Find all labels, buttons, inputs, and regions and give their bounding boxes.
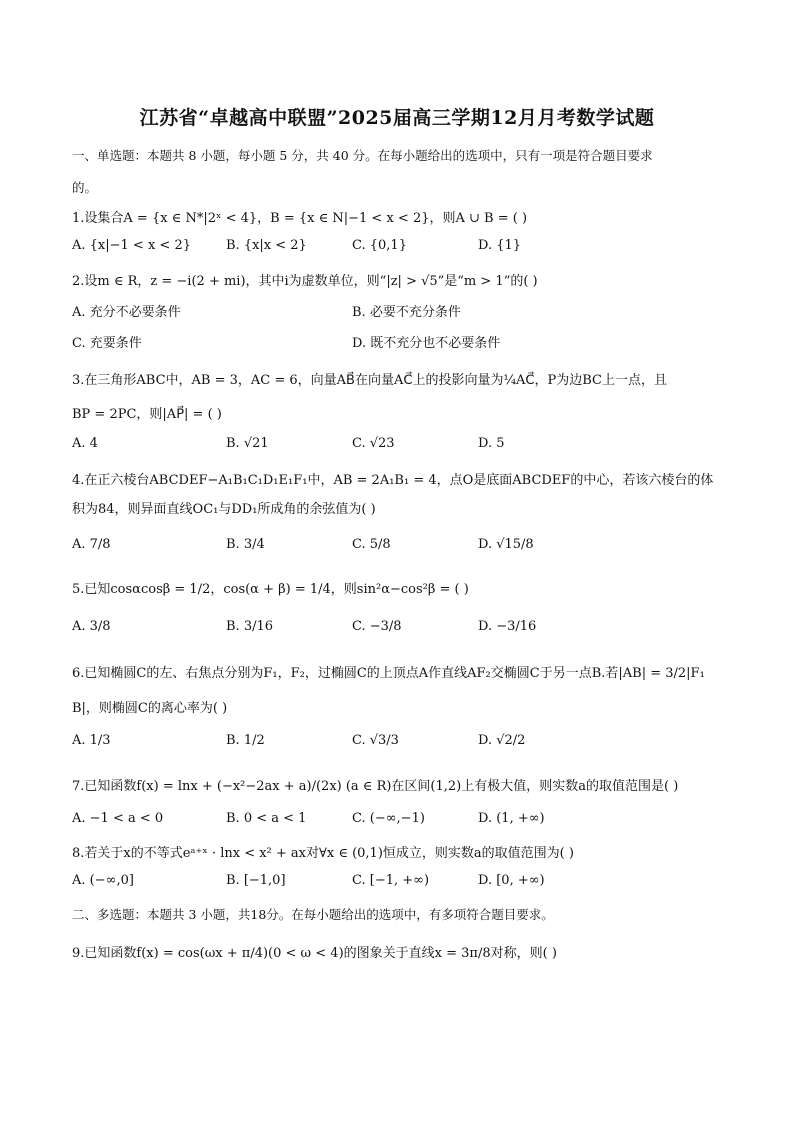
q7-options [0,811,794,831]
q5-stem: 5.已知cosαcosβ = 1/2，cos(α + β) = 1/4，则sin²α−cos²β = ( ) [72,582,469,597]
q2-option-b: B. 必要不充分条件 [352,305,461,320]
q3-stem-cont: BP = 2PC，则|AP⃗| = ( ) [72,407,222,422]
q4-stem-cont: 积为84，则异面直线OC₁与DD₁所成角的余弦值为( ) [72,502,376,517]
section1-heading: 一、单选题：本题共 8 小题，每小题 5 分，共 40 分。在每小题给出的选项中，只有一项是符合题目要求 [72,148,653,163]
q5-option-d: D. −3/16 [478,619,537,634]
q3-option-c: C. √23 [352,436,395,451]
q9-stem: 9.已知函数f(x) = cos(ωx + π/4)(0 < ω < 4)的图象关于直线x = 3π/8对称，则( ) [72,946,557,961]
q4-stem: 4.在正六棱台ABCDEF−A₁B₁C₁D₁E₁F₁中，AB = 2A₁B₁ = 4，点O是底面ABCDEF的中心，若该六棱台的体 [72,473,714,488]
q3-stem: 3.在三角形ABC中，AB = 3，AC = 6，向量AB⃗在向量AC⃗上的投影向量为¼AC⃗，P为边BC上一点，且 [72,373,667,388]
q2-options-row2 [0,332,794,352]
q6-option-b: B. 1/2 [226,733,265,748]
q1-option-d: D. {1} [478,238,522,253]
q5-options [0,619,794,639]
q6-options [0,733,794,753]
q2-stem: 2.设m ∈ R，z = −i(2 + mi)，其中i为虚数单位，则“|z| > √5”是“m > 1”的( ) [72,274,538,289]
q1-option-a: A. {x|−1 < x < 2} [72,238,191,253]
section1-heading-cont: 的。 [72,180,98,195]
q2-option-d: D. 既不充分也不必要条件 [352,336,501,351]
q7-option-d: D. (1, +∞) [478,811,545,826]
q8-option-b: B. [−1,0] [226,873,286,888]
q6-option-c: C. √3/3 [352,733,399,748]
q3-options [0,436,794,456]
q2-options-row1 [0,301,794,321]
q5-option-a: A. 3/8 [72,619,111,634]
q1-option-c: C. {0,1} [352,238,407,253]
q2-option-c: C. 充要条件 [72,336,142,351]
q8-options [0,873,794,893]
q6-stem: 6.已知椭圆C的左、右焦点分别为F₁，F₂，过椭圆C的上顶点A作直线AF₂交椭圆C于另一点B.若|AB| = 3/2|F₁ [72,666,705,681]
q3-option-d: D. 5 [478,436,505,451]
q8-stem: 8.若关于x的不等式eᵃ⁺ˣ · lnx < x² + ax对∀x ∈ (0,1)恒成立，则实数a的取值范围为( ) [72,846,574,861]
q8-option-d: D. [0, +∞) [478,873,545,888]
q4-option-d: D. √15/8 [478,537,534,552]
q6-option-a: A. 1/3 [72,733,111,748]
q8-option-a: A. (−∞,0] [72,873,134,888]
q5-option-b: B. 3/16 [226,619,274,634]
q3-option-a: A. 4 [72,436,98,451]
q1-stem: 1.设集合A = {x ∈ N*|2ˣ < 4}，B = {x ∈ N|−1 < x < 2}，则A ∪ B = ( ) [72,211,528,226]
q7-option-a: A. −1 < a < 0 [72,811,164,826]
q6-stem-cont: B|，则椭圆C的离心率为( ) [72,701,228,716]
q7-option-c: C. (−∞,−1) [352,811,425,826]
q8-option-c: C. [−1, +∞) [352,873,430,888]
q1-option-b: B. {x|x < 2} [226,238,307,253]
q3-option-b: B. √21 [226,436,269,451]
q7-option-b: B. 0 < a < 1 [226,811,307,826]
q2-option-a: A. 充分不必要条件 [72,305,181,320]
q1-options [0,238,794,258]
q5-option-c: C. −3/8 [352,619,402,634]
q4-option-c: C. 5/8 [352,537,391,552]
q4-option-a: A. 7/8 [72,537,111,552]
page-title: 江苏省“卓越高中联盟”2025届高三学期12月月考数学试题 [139,107,655,129]
section2-heading: 二、多选题：本题共 3 小题，共18分。在每小题给出的选项中，有多项符合题目要求。 [72,907,554,922]
q6-option-d: D. √2/2 [478,733,526,748]
q4-option-b: B. 3/4 [226,537,265,552]
q7-stem: 7.已知函数f(x) = lnx + (−x²−2ax + a)/(2x) (a ∈ R)在区间(1,2)上有极大值，则实数a的取值范围是( ) [72,779,679,794]
q4-options [0,537,794,557]
